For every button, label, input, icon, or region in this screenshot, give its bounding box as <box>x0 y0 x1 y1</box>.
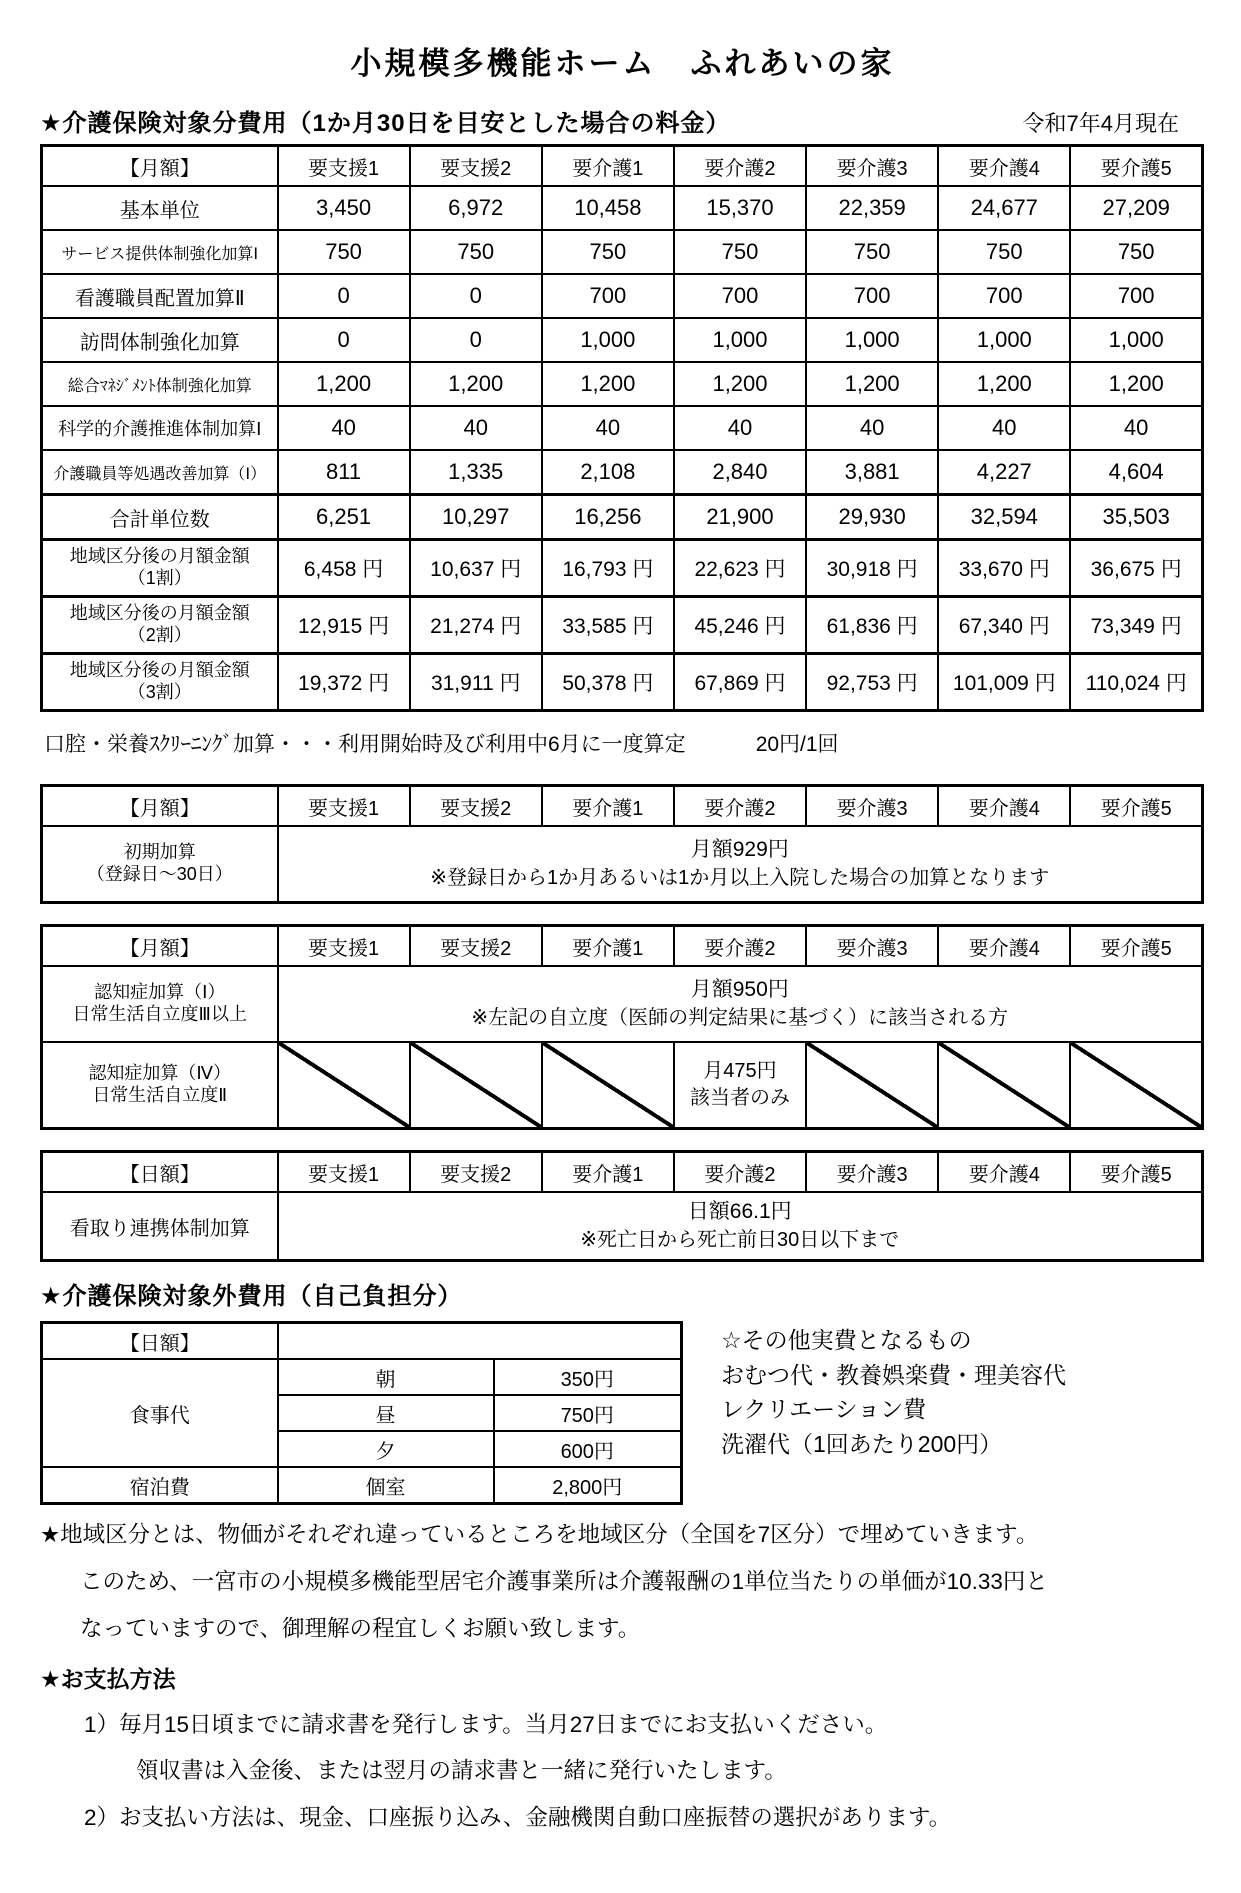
table-row <box>42 1359 682 1395</box>
cell: 6,251 <box>278 495 410 540</box>
section-insured-heading: ★介護保険対象分費用（1か月30日を目安とした場合の料金） <box>40 110 731 137</box>
col-header-unit: 【日額】 <box>42 1323 278 1360</box>
cell: 40 <box>674 406 806 450</box>
payment-line: 1）毎月15日頃までに請求書を発行します。当月27日までにお支払いください。 <box>84 1711 888 1737</box>
cell: 3,450 <box>278 186 410 230</box>
cell: 40 <box>278 406 410 450</box>
spacer <box>40 1130 1205 1150</box>
diagonal-na-cell <box>1070 1042 1202 1129</box>
cell: 811 <box>278 450 410 495</box>
row-label-line1: 地域区分後の月額金額 <box>69 603 250 624</box>
cell: 40 <box>1070 406 1202 450</box>
screening-note-text: 口腔・栄養ｽｸﾘｰﾆﾝｸﾞ加算・・・利用開始時及び利用中6月に一度算定 <box>44 733 686 756</box>
care-level-header: 要介護1 <box>542 146 674 187</box>
dementia-addition-table <box>40 924 1204 1130</box>
cell: 750 <box>410 230 542 274</box>
row-label-line2: 日常生活自立度Ⅲ以上 <box>72 1004 247 1024</box>
col-header-unit: 【月額】 <box>42 786 278 827</box>
care-level-header: 要介護1 <box>542 926 674 967</box>
cell: 33,670 円 <box>938 540 1070 597</box>
other-costs-note <box>721 1321 1066 1461</box>
cell: 32,594 <box>938 495 1070 540</box>
row-label <box>42 597 278 654</box>
cell: 750 <box>278 230 410 274</box>
meal-price: 600円 <box>494 1431 682 1467</box>
row-label-line2: （3割） <box>127 682 192 702</box>
cell: 750 <box>938 230 1070 274</box>
value-line2: 該当者のみ <box>689 1087 790 1109</box>
section-insured-header <box>40 103 1205 138</box>
cell: 101,009 円 <box>938 654 1070 711</box>
cell: 36,675 円 <box>1070 540 1202 597</box>
cell: 1,000 <box>1070 318 1202 362</box>
table-row <box>42 826 1203 903</box>
payment-line: 領収書は入金後、または翌月の請求書と一緒に発行いたします。 <box>136 1758 787 1784</box>
cell: 4,604 <box>1070 450 1202 495</box>
care-level-header: 要支援1 <box>278 1152 410 1193</box>
table-header-row <box>42 1152 1203 1193</box>
cell: 750 <box>806 230 938 274</box>
cell: 24,677 <box>938 186 1070 230</box>
table-row <box>42 186 1203 230</box>
cell: 1,200 <box>278 362 410 406</box>
initial-addition-table <box>40 784 1204 904</box>
cell: 6,972 <box>410 186 542 230</box>
value-line1: 日額66.1円 <box>687 1200 792 1224</box>
row-label-line2: （登録日～30日） <box>86 864 233 884</box>
care-level-header: 要介護2 <box>674 926 806 967</box>
other-costs-item: おむつ代・教養娯楽費・理美容代 <box>721 1361 1066 1388</box>
cell: 700 <box>1070 274 1202 318</box>
cell: 61,836 円 <box>806 597 938 654</box>
cell: 110,024 円 <box>1070 654 1202 711</box>
value-cell <box>674 1042 806 1129</box>
cell: 6,458 円 <box>278 540 410 597</box>
row-label-line1: 認知症加算（Ⅳ） <box>88 1063 232 1084</box>
table-header-row <box>42 926 1203 967</box>
row-label: 訪問体制強化加算 <box>42 318 278 362</box>
row-label <box>42 1042 278 1129</box>
other-costs-item: 洗濯代（1回あたり200円） <box>721 1430 1003 1457</box>
cell: 21,900 <box>674 495 806 540</box>
table-row <box>42 230 1203 274</box>
row-label <box>42 826 278 903</box>
care-level-header: 要支援2 <box>410 926 542 967</box>
care-level-header: 要介護3 <box>806 146 938 187</box>
lodging-price: 2,800円 <box>494 1467 682 1504</box>
row-label <box>42 540 278 597</box>
table-row <box>42 1467 682 1504</box>
care-level-header: 要支援2 <box>410 146 542 187</box>
row-label-line1: 地域区分後の月額金額 <box>69 546 250 567</box>
cell: 1,200 <box>542 362 674 406</box>
row-label-line2: （1割） <box>127 568 192 588</box>
cell: 27,209 <box>1070 186 1202 230</box>
care-level-header: 要介護5 <box>1070 926 1202 967</box>
table-row <box>42 450 1203 495</box>
cell: 1,000 <box>806 318 938 362</box>
cell: 750 <box>674 230 806 274</box>
other-costs-item: レクリエーション費 <box>721 1396 927 1422</box>
section-selfpay-header <box>40 1276 1205 1311</box>
cell: 40 <box>938 406 1070 450</box>
cell: 700 <box>674 274 806 318</box>
cell: 21,274 円 <box>410 597 542 654</box>
table-header-row <box>42 146 1203 187</box>
empty-cell <box>278 1323 682 1360</box>
cell: 73,349 円 <box>1070 597 1202 654</box>
screening-note-price: 20円/1回 <box>755 733 839 756</box>
care-level-header: 要支援2 <box>410 786 542 827</box>
cell: 33,585 円 <box>542 597 674 654</box>
cell: 92,753 円 <box>806 654 938 711</box>
table-row <box>42 274 1203 318</box>
other-costs-heading: ☆その他実費となるもの <box>721 1327 972 1353</box>
care-level-header: 要介護2 <box>674 786 806 827</box>
row-label: 総合ﾏﾈｼﾞﾒﾝﾄ体制強化加算 <box>42 362 278 406</box>
cell: 1,200 <box>1070 362 1202 406</box>
care-level-header: 要介護3 <box>806 926 938 967</box>
row-label-meals: 食事代 <box>42 1359 278 1467</box>
table-row <box>42 362 1203 406</box>
cell: 700 <box>806 274 938 318</box>
table-row <box>42 406 1203 450</box>
cell: 750 <box>542 230 674 274</box>
col-header-unit: 【月額】 <box>42 926 278 967</box>
row-label: 科学的介護推進体制加算Ⅰ <box>42 406 278 450</box>
care-level-header: 要支援1 <box>278 146 410 187</box>
section-selfpay-heading: ★介護保険対象外費用（自己負担分） <box>40 1283 463 1310</box>
cell: 700 <box>938 274 1070 318</box>
region-note-line: ★地域区分とは、物価がそれぞれ違っているところを地域区分（全国を7区分）で埋めていきます。 <box>40 1522 1039 1547</box>
care-level-header: 要介護5 <box>1070 786 1202 827</box>
cell: 1,200 <box>938 362 1070 406</box>
merged-value-cell <box>278 966 1203 1042</box>
cell: 0 <box>410 274 542 318</box>
merged-value-cell <box>278 1192 1203 1261</box>
meal-name: 昼 <box>278 1395 494 1431</box>
col-header-unit: 【日額】 <box>42 1152 278 1193</box>
care-level-header: 要介護5 <box>1070 1152 1202 1193</box>
table-row <box>42 318 1203 362</box>
cell: 12,915 円 <box>278 597 410 654</box>
care-level-header: 要支援2 <box>410 1152 542 1193</box>
table-row <box>42 966 1203 1042</box>
diagonal-na-cell <box>542 1042 674 1129</box>
cell: 67,340 円 <box>938 597 1070 654</box>
cell: 1,200 <box>674 362 806 406</box>
value-line1: 月475円 <box>703 1060 777 1082</box>
cell: 67,869 円 <box>674 654 806 711</box>
cell: 4,227 <box>938 450 1070 495</box>
region-note-line: なっていますので、御理解の程宜しくお願い致します。 <box>80 1615 641 1641</box>
cell: 40 <box>542 406 674 450</box>
cell: 40 <box>410 406 542 450</box>
spacer <box>40 904 1205 924</box>
merged-value-cell <box>278 826 1203 903</box>
value-line2: ※死亡日から死亡前日30日以下まで <box>580 1228 900 1251</box>
table-row <box>42 1042 1203 1129</box>
cell: 1,200 <box>410 362 542 406</box>
row-label-line2: 日常生活自立度Ⅱ <box>92 1085 228 1105</box>
value-line1: 月額929円 <box>690 838 789 862</box>
row-label-lodging: 宿泊費 <box>42 1467 278 1504</box>
cell: 2,108 <box>542 450 674 495</box>
table-row-yen <box>42 597 1203 654</box>
table-row-yen <box>42 540 1203 597</box>
page-title: 小規模多機能ホーム ふれあいの家 <box>350 46 895 81</box>
cell: 1,335 <box>410 450 542 495</box>
value-line1: 月額950円 <box>690 978 789 1002</box>
cell: 16,256 <box>542 495 674 540</box>
row-label-line1: 認知症加算（Ⅰ） <box>94 982 226 1003</box>
payment-line: 2）お支払い方法は、現金、口座振り込み、金融機関自動口座振替の選択があります。 <box>84 1805 952 1831</box>
care-level-header: 要介護1 <box>542 1152 674 1193</box>
meal-name: 夕 <box>278 1431 494 1467</box>
value-line2: ※登録日から1か月あるいは1か月以上入院した場合の加算となります <box>430 866 1050 889</box>
row-label-line2: （2割） <box>127 625 192 645</box>
table-row-total <box>42 495 1203 540</box>
as-of-date: 令和7年4月現在 <box>1022 111 1179 136</box>
row-label: 看護職員配置加算Ⅱ <box>42 274 278 318</box>
cell: 45,246 円 <box>674 597 806 654</box>
cell: 31,911 円 <box>410 654 542 711</box>
cell: 1,000 <box>674 318 806 362</box>
cell: 0 <box>278 318 410 362</box>
diagonal-na-cell <box>806 1042 938 1129</box>
diagonal-na-cell <box>938 1042 1070 1129</box>
care-level-header: 要介護4 <box>938 786 1070 827</box>
col-header-unit: 【月額】 <box>42 146 278 187</box>
cell: 1,000 <box>542 318 674 362</box>
diagonal-na-cell <box>278 1042 410 1129</box>
table-header-row <box>42 1323 682 1360</box>
cell: 22,623 円 <box>674 540 806 597</box>
table-row-yen <box>42 654 1203 711</box>
row-label <box>42 654 278 711</box>
cell: 40 <box>806 406 938 450</box>
region-note-line: このため、一宮市の小規模多機能型居宅介護事業所は介護報酬の1単位当たりの単価が10.33円と <box>80 1568 1048 1594</box>
meal-price: 350円 <box>494 1359 682 1395</box>
row-label: 合計単位数 <box>42 495 278 540</box>
table-row <box>42 1192 1203 1261</box>
cell: 700 <box>542 274 674 318</box>
row-label-line1: 初期加算 <box>123 842 196 863</box>
care-level-header: 要支援1 <box>278 786 410 827</box>
screening-note <box>44 728 1205 758</box>
table-header-row <box>42 786 1203 827</box>
cell: 50,378 円 <box>542 654 674 711</box>
cell: 16,793 円 <box>542 540 674 597</box>
meal-name: 朝 <box>278 1359 494 1395</box>
row-label-line1: 地域区分後の月額金額 <box>69 660 250 681</box>
care-level-header: 要支援1 <box>278 926 410 967</box>
cell: 22,359 <box>806 186 938 230</box>
cell: 3,881 <box>806 450 938 495</box>
meal-price: 750円 <box>494 1395 682 1431</box>
diagonal-na-cell <box>410 1042 542 1129</box>
cell: 30,918 円 <box>806 540 938 597</box>
cell: 15,370 <box>674 186 806 230</box>
mitori-addition-table <box>40 1150 1204 1262</box>
care-level-header: 要介護4 <box>938 1152 1070 1193</box>
monthly-fee-table <box>40 144 1204 712</box>
row-label: 基本単位 <box>42 186 278 230</box>
cell: 10,458 <box>542 186 674 230</box>
cell: 35,503 <box>1070 495 1202 540</box>
care-level-header: 要介護1 <box>542 786 674 827</box>
payment-heading: ★お支払方法 <box>40 1666 176 1693</box>
cell: 0 <box>410 318 542 362</box>
selfpay-table <box>40 1321 683 1505</box>
cell: 29,930 <box>806 495 938 540</box>
cell: 2,840 <box>674 450 806 495</box>
cell: 10,297 <box>410 495 542 540</box>
row-label: 看取り連携体制加算 <box>42 1192 278 1261</box>
footnotes <box>40 1523 1205 1831</box>
cell: 0 <box>278 274 410 318</box>
row-label: 介護職員等処遇改善加算（Ⅰ） <box>42 450 278 495</box>
selfpay-area <box>40 1321 1205 1505</box>
care-level-header: 要介護2 <box>674 146 806 187</box>
row-label: サービス提供体制強化加算Ⅰ <box>42 230 278 274</box>
care-level-header: 要介護2 <box>674 1152 806 1193</box>
cell: 19,372 円 <box>278 654 410 711</box>
care-level-header: 要介護3 <box>806 786 938 827</box>
cell: 750 <box>1070 230 1202 274</box>
care-level-header: 要介護4 <box>938 926 1070 967</box>
lodging-type: 個室 <box>278 1467 494 1504</box>
cell: 1,000 <box>938 318 1070 362</box>
row-label <box>42 966 278 1042</box>
care-level-header: 要介護3 <box>806 1152 938 1193</box>
value-line2: ※左記の自立度（医師の判定結果に基づく）に該当される方 <box>471 1006 1009 1029</box>
cell: 10,637 円 <box>410 540 542 597</box>
care-level-header: 要介護4 <box>938 146 1070 187</box>
cell: 1,200 <box>806 362 938 406</box>
care-level-header: 要介護5 <box>1070 146 1202 187</box>
